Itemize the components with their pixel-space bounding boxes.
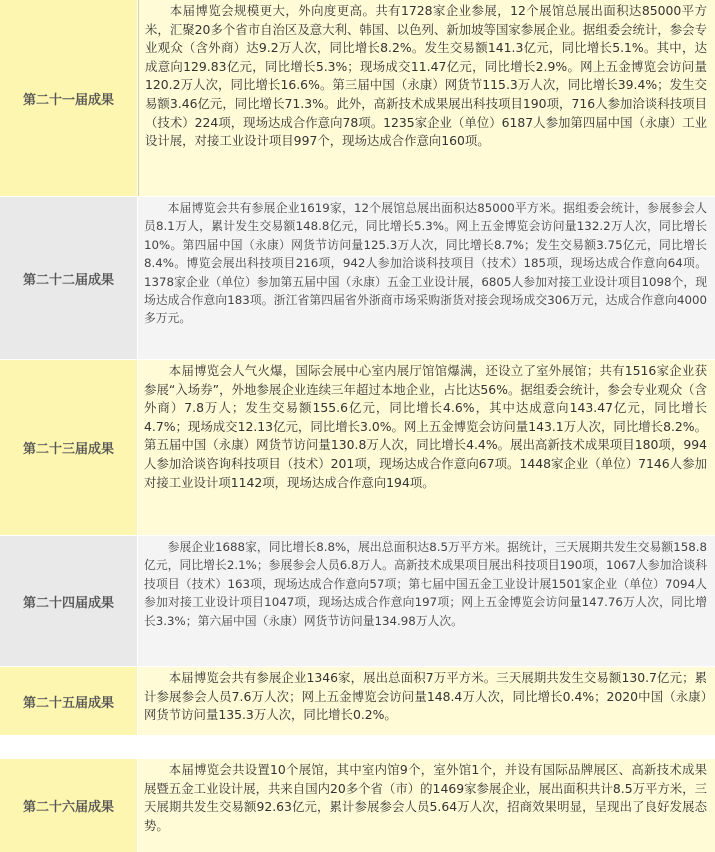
row-content: 本届博览会共设置10个展馆，其中室内馆9个，室外馆1个，并设有国际品牌展区、高新技术成果展暨五金工业设计展，共来自国内20多个省（市）的1469家参展企业，展出面积共计8.5万平方米，三天展期共发生交易额92.63亿元，累计参展参会人员5.64万人次，招商效果明显，呈现出了良好发展态势。 xyxy=(138,759,715,852)
table-row xyxy=(0,0,715,196)
table-row xyxy=(0,360,715,535)
row-content: 本届博览会规模更大，外向度更高。共有1728家企业参展，12个展馆总展出面积达85000平方米，汇聚20多个省市自治区及意大利、韩国、以色列、新加坡等国家参展企业。据组委会统计，参会专业观众（含外商）达9.2万人次，同比增长8.2%。发生交易额141.3亿元，同比增长5.1%。其中，达成意向129.83亿元，同比增长5.3%；现场成交11.47亿元，同比增长2.9%。网上五金博览会访问量120.2万人次，同比增长16.6%。第三届中国（永康）网货节115.3万人次，同比增长39.4%；发生交易额3.46亿元，同比增长71.3%。此外，高新技术成果展出科技项目190项，716人参加洽谈科技项目（技术）224项，现场达成合作意向78项。1235家企业（单位）6187人参加第四届中国（永康）工业设计展，对接工业设计项目997个，现场达成合作意向160项。 xyxy=(138,0,715,196)
row-label: 第二十六届成果 xyxy=(0,759,138,852)
row-spacer xyxy=(0,735,715,759)
row-label: 第二十二届成果 xyxy=(0,197,138,359)
row-label: 第二十三届成果 xyxy=(0,360,138,535)
row-content: 参展企业1688家，同比增长8.8%，展出总面积达8.5万平方米。据统计，三天展期共发生交易额158.8亿元，同比增长2.1%；参展参会人员6.8万人。高新技术成果项目展出科技项目190项，1067人参加洽谈科技项目（技术）163项，现场达成合作意向57项；第七届中国五金工业设计展1501家企业（单位）7094人参加对接工业设计项目1047项，现场达成合作意向197项；网上五金博览会访问量147.76万人次，同比增长3.3%；第六届中国（永康）网货节访问量134.98万人次。 xyxy=(138,536,715,666)
row-label: 第二十四届成果 xyxy=(0,536,138,666)
row-label: 第二十五届成果 xyxy=(0,667,138,735)
table-row xyxy=(0,759,715,852)
row-label: 第二十一届成果 xyxy=(0,0,138,196)
table-row xyxy=(0,197,715,359)
table-row xyxy=(0,667,715,735)
table-row xyxy=(0,536,715,666)
row-content: 本届博览会共有参展企业1346家，展出总面积7万平方米。三天展期共发生交易额130.7亿元；累计参展参会人员7.6万人次；网上五金博览会访问量148.4万人次，同比增长0.4%；2020中国（永康）网货节访问量135.3万人次，同比增长0.2%。 xyxy=(138,667,715,735)
row-content: 本届博览会人气火爆，国际会展中心室内展厅馆馆爆满，还设立了室外展馆；共有1516家企业获参展“入场券”，外地参展企业连续三年超过本地企业，占比达56%。据组委会统计，参会专业观众（含外商）7.8万人；发生交易额155.6亿元，同比增长4.6%，其中达成意向143.47亿元，同比增长4.7%；现场成交12.13亿元，同比增长3.0%。网上五金博览会访问量143.1万人次，同比增长8.2%。第五届中国（永康）网货节访问量130.8万人次，同比增长4.4%。展出高新技术成果项目180项，994人参加洽谈咨询科技项目（技术）201项，现场达成合作意向67项。1448家企业（单位）7146人参加对接工业设计项1142项，现场达成合作意向194项。 xyxy=(138,360,715,535)
row-content: 本届博览会共有参展企业1619家，12个展馆总展出面积达85000平方米。据组委会统计，参展参会人员8.1万人，累计发生交易额148.8亿元，同比增长5.3%。网上五金博览会访问量132.2万人次，同比增长10%。第四届中国（永康）网货节访问量125.3万人次，同比增长8.7%；发生交易额3.75亿元，同比增长8.4%。博览会展出科技项目216项，942人参加洽谈科技项目（技术）185项，现场达成合作意向64项。1378家企业（单位）参加第五届中国（永康）五金工业设计展，6805人参加对接工业设计项目1098个，现场达成合作意向183项。浙江省第四届省外浙商市场采购浙货对接会现场成交306万元，达成合作意向4000多万元。 xyxy=(138,197,715,359)
